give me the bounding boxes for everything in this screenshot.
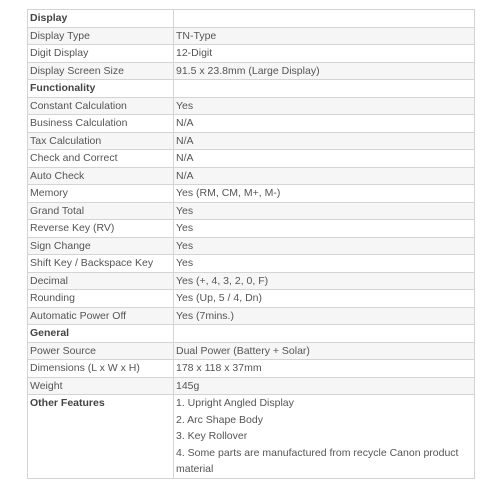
specification-table [27, 9, 475, 479]
feature-line: 1. Upright Angled Display [176, 397, 294, 409]
row-value: Yes (RM, CM, M+, M-) [174, 185, 475, 203]
row-value [174, 10, 475, 28]
row-value: Yes [174, 237, 475, 255]
section-title: General [28, 325, 174, 343]
feature-line: material [176, 463, 214, 475]
section-title: Functionality [28, 80, 174, 98]
table-row [28, 290, 475, 308]
row-value: Yes [174, 97, 475, 115]
table-row [28, 202, 475, 220]
row-label: Auto Check [28, 167, 174, 185]
table-row [28, 27, 475, 45]
table-row [28, 272, 475, 290]
row-value: Yes [174, 220, 475, 238]
row-value: Dual Power (Battery + Solar) [174, 342, 475, 360]
row-value: 12-Digit [174, 45, 475, 63]
table-row [28, 255, 475, 273]
table-row [28, 342, 475, 360]
table-row [28, 45, 475, 63]
row-label: Constant Calculation [28, 97, 174, 115]
row-value: 145g [174, 377, 475, 395]
table-row [28, 185, 475, 203]
row-value: Yes (+, 4, 3, 2, 0, F) [174, 272, 475, 290]
feature-line: 4. Some parts are manufactured from recycle Canon product [176, 446, 459, 459]
row-value: N/A [174, 115, 475, 133]
row-label: Display Screen Size [28, 62, 174, 80]
table-row [28, 150, 475, 168]
specification-table-body [28, 10, 475, 479]
row-label: Sign Change [28, 237, 174, 255]
row-value: 178 x 118 x 37mm [174, 360, 475, 378]
table-row [28, 237, 475, 255]
table-row [28, 360, 475, 378]
row-label: Shift Key / Backspace Key [28, 255, 174, 273]
feature-line: 2. Arc Shape Body [176, 413, 263, 426]
row-label: Power Source [28, 342, 174, 360]
table-row [28, 62, 475, 80]
row-label: Weight [28, 377, 174, 395]
table-row [28, 167, 475, 185]
section-header-row [28, 80, 475, 98]
row-value-other-features [174, 395, 475, 479]
row-label: Display Type [28, 27, 174, 45]
row-value: N/A [174, 132, 475, 150]
table-row [28, 377, 475, 395]
row-label: Rounding [28, 290, 174, 308]
table-row [28, 115, 475, 133]
row-value: Yes [174, 255, 475, 273]
row-label: Check and Correct [28, 150, 174, 168]
row-value: N/A [174, 167, 475, 185]
row-value: 91.5 x 23.8mm (Large Display) [174, 62, 475, 80]
row-value: N/A [174, 150, 475, 168]
row-value: Yes (7mins.) [174, 307, 475, 325]
row-label: Other Features [28, 395, 174, 479]
table-row-other-features [28, 395, 475, 479]
row-value [174, 80, 475, 98]
section-title: Display [28, 10, 174, 28]
table-row [28, 220, 475, 238]
row-label: Automatic Power Off [28, 307, 174, 325]
row-label: Memory [28, 185, 174, 203]
section-header-row [28, 10, 475, 28]
row-label: Grand Total [28, 202, 174, 220]
table-row [28, 307, 475, 325]
feature-line: 3. Key Rollover [176, 430, 248, 442]
row-value: TN-Type [174, 27, 475, 45]
row-label: Decimal [28, 272, 174, 290]
row-value: Yes (Up, 5 / 4, Dn) [174, 290, 475, 308]
row-label: Business Calculation [28, 115, 174, 133]
row-label: Reverse Key (RV) [28, 220, 174, 238]
row-value: Yes [174, 202, 475, 220]
row-value [174, 325, 475, 343]
section-header-row [28, 325, 475, 343]
row-label: Dimensions (L x W x H) [28, 360, 174, 378]
row-label: Tax Calculation [28, 132, 174, 150]
row-label: Digit Display [28, 45, 174, 63]
table-row [28, 132, 475, 150]
table-row [28, 97, 475, 115]
